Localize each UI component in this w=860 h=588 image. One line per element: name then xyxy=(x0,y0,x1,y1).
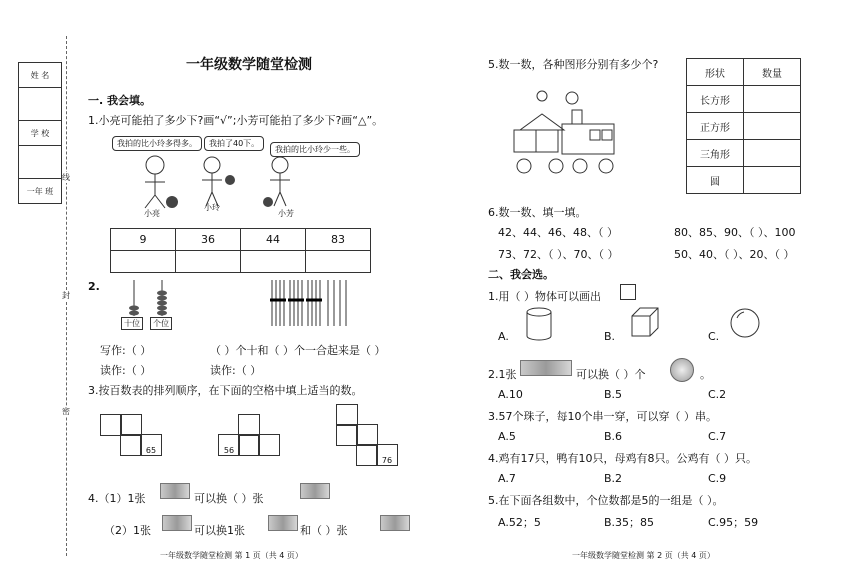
option-c[interactable]: C.95；59 xyxy=(708,516,759,529)
sequence-2[interactable]: 80、85、90、（ ）、100 xyxy=(674,226,796,239)
option-a[interactable]: A.10 xyxy=(498,388,523,401)
count-blank[interactable] xyxy=(744,140,801,167)
info-name-label: 姓 名 xyxy=(19,63,62,88)
info-name-blank[interactable] xyxy=(19,88,62,121)
sequence-4[interactable]: 50、40、（ ）、20、（ ） xyxy=(674,248,795,261)
question-4-part-1: 4.（1）1张 xyxy=(88,492,146,505)
cylinder-icon xyxy=(524,306,554,342)
student-info-table xyxy=(18,62,62,204)
choice-blank[interactable] xyxy=(111,251,176,273)
question-4-part-2c[interactable]: 和（ ）张 xyxy=(300,524,348,537)
read-line-1[interactable]: 读作:（ ） xyxy=(100,364,152,377)
choice-value: 36 xyxy=(176,229,241,251)
sequence-1[interactable]: 42、44、46、48、（ ） xyxy=(498,226,618,239)
info-school-blank[interactable] xyxy=(19,146,62,179)
grid-cell-given: 56 xyxy=(218,434,240,456)
kid-label-xiaoling: 小玲 xyxy=(204,203,220,212)
count-blank[interactable] xyxy=(744,113,801,140)
footer-page-2: 一年级数学随堂检测 第 2 页（共 4 页） xyxy=(572,551,715,560)
kid-label-xiaofang: 小芳 xyxy=(278,209,294,218)
info-class-label: 一年 班 xyxy=(19,179,62,204)
option-c[interactable]: C.9 xyxy=(708,472,727,485)
grid-cell[interactable] xyxy=(238,434,260,456)
choice-value: 83 xyxy=(306,229,371,251)
side-mark-seal: 封 xyxy=(62,291,70,300)
write-line-1[interactable]: 写作:（ ） xyxy=(100,344,152,357)
grid-cell-given: 76 xyxy=(376,444,398,466)
banknote-icon xyxy=(160,483,190,499)
coin-icon xyxy=(670,358,694,382)
abacus-tens-label: 十位 xyxy=(121,317,143,330)
option-c[interactable]: C.2 xyxy=(708,388,727,401)
grid-cell[interactable] xyxy=(238,414,260,436)
footer-page-1: 一年级数学随堂检测 第 1 页（共 4 页） xyxy=(160,551,303,560)
option-a[interactable]: A.52；5 xyxy=(498,516,541,529)
option-a[interactable]: A. xyxy=(498,330,509,343)
banknote-icon xyxy=(162,515,192,531)
square-icon xyxy=(620,284,636,300)
grid-cell[interactable] xyxy=(336,424,358,446)
page-title: 一年级数学随堂检测 xyxy=(186,57,312,73)
question-4-part-2b: 可以换1张 xyxy=(194,524,245,537)
grid-cell[interactable] xyxy=(336,404,358,426)
period-mark: 。 xyxy=(700,368,711,381)
question-4-part-2: （2）1张 xyxy=(104,524,151,537)
count-blank[interactable] xyxy=(744,86,801,113)
choice-question-5: 5.在下面各组数中，个位数都是5的一组是（ ）。 xyxy=(488,494,724,507)
option-b[interactable]: B.5 xyxy=(604,388,623,401)
tens-ones-combo[interactable]: （ ）个十和（ ）个一合起来是（ ） xyxy=(210,344,386,357)
banknote-icon xyxy=(520,360,572,376)
option-b[interactable]: B. xyxy=(604,330,616,343)
section-one-heading: 一. 我会填。 xyxy=(88,94,152,107)
side-mark-line: 线 xyxy=(62,173,70,182)
option-c[interactable]: C. xyxy=(708,330,720,343)
question-3: 3.按百数表的排列顺序，在下面的空格中填上适当的数。 xyxy=(88,384,363,397)
choice-blank[interactable] xyxy=(306,251,371,273)
bubble-xiaoliang: 我拍的比小玲多得多。 xyxy=(112,136,202,151)
read-line-2[interactable]: 读作:（ ） xyxy=(210,364,262,377)
question-2: 2. xyxy=(88,280,100,293)
choice-question-2a: 2.1张 xyxy=(488,368,517,381)
shape-name: 三角形 xyxy=(687,140,744,167)
grid-cell[interactable] xyxy=(100,414,122,436)
bubble-xiaofang: 我拍的比小玲少一些。 xyxy=(270,142,360,157)
option-b[interactable]: B.35；85 xyxy=(604,516,655,529)
grid-cell[interactable] xyxy=(356,424,378,446)
option-b[interactable]: B.2 xyxy=(604,472,623,485)
count-header: 数量 xyxy=(744,59,801,86)
option-c[interactable]: C.7 xyxy=(708,430,727,443)
grid-cell[interactable] xyxy=(120,414,142,436)
choice-question-4: 4.鸡有17只，鸭有10只，母鸡有8只。公鸡有（ ）只。 xyxy=(488,452,757,465)
grid-cell[interactable] xyxy=(258,434,280,456)
sphere-icon xyxy=(728,306,762,340)
question-5: 5.数一数，各种图形分别有多少个? xyxy=(488,58,659,71)
question-6: 6.数一数、填一填。 xyxy=(488,206,587,219)
shape-name: 长方形 xyxy=(687,86,744,113)
grid-cell[interactable] xyxy=(356,444,378,466)
choice-value: 44 xyxy=(241,229,306,251)
question-1: 1.小亮可能拍了多少下?画“√”;小芳可能拍了多少下?画“△”。 xyxy=(88,114,384,127)
sticks-bundle-icon xyxy=(268,276,354,332)
grid-cell-given: 65 xyxy=(140,434,162,456)
side-mark-secret: 密 xyxy=(62,407,70,416)
train-shapes-icon xyxy=(510,84,620,176)
option-a[interactable]: A.7 xyxy=(498,472,516,485)
shape-name: 正方形 xyxy=(687,113,744,140)
shape-name: 圆 xyxy=(687,167,744,194)
cube-icon xyxy=(628,306,660,340)
kids-illustration-icon xyxy=(120,150,320,210)
section-two-heading: 二、我会选。 xyxy=(488,268,554,281)
count-choice-table xyxy=(110,228,371,273)
option-b[interactable]: B.6 xyxy=(604,430,623,443)
question-4-part-1b[interactable]: 可以换（ ）张 xyxy=(194,492,264,505)
count-blank[interactable] xyxy=(744,167,801,194)
bubble-xiaoling: 我拍了40下。 xyxy=(204,136,264,151)
option-a[interactable]: A.5 xyxy=(498,430,516,443)
choice-blank[interactable] xyxy=(176,251,241,273)
shape-count-table xyxy=(686,58,801,194)
banknote-icon xyxy=(380,515,410,531)
banknote-icon xyxy=(268,515,298,531)
choice-question-1: 1.用（ ）物体可以画出 xyxy=(488,290,601,303)
choice-question-3: 3.57个珠子，每10个串一穿，可以穿（ ）串。 xyxy=(488,410,717,423)
choice-blank[interactable] xyxy=(241,251,306,273)
grid-cell[interactable] xyxy=(120,434,142,456)
sequence-3[interactable]: 73、72、（ ）、70、（ ） xyxy=(498,248,619,261)
abacus-ones-label: 个位 xyxy=(150,317,172,330)
choice-value: 9 xyxy=(111,229,176,251)
choice-question-2b: 可以换（ ）个 xyxy=(576,368,646,381)
banknote-icon xyxy=(300,483,330,499)
kid-label-xiaoliang: 小亮 xyxy=(144,209,160,218)
info-school-label: 学 校 xyxy=(19,121,62,146)
shape-header: 形状 xyxy=(687,59,744,86)
